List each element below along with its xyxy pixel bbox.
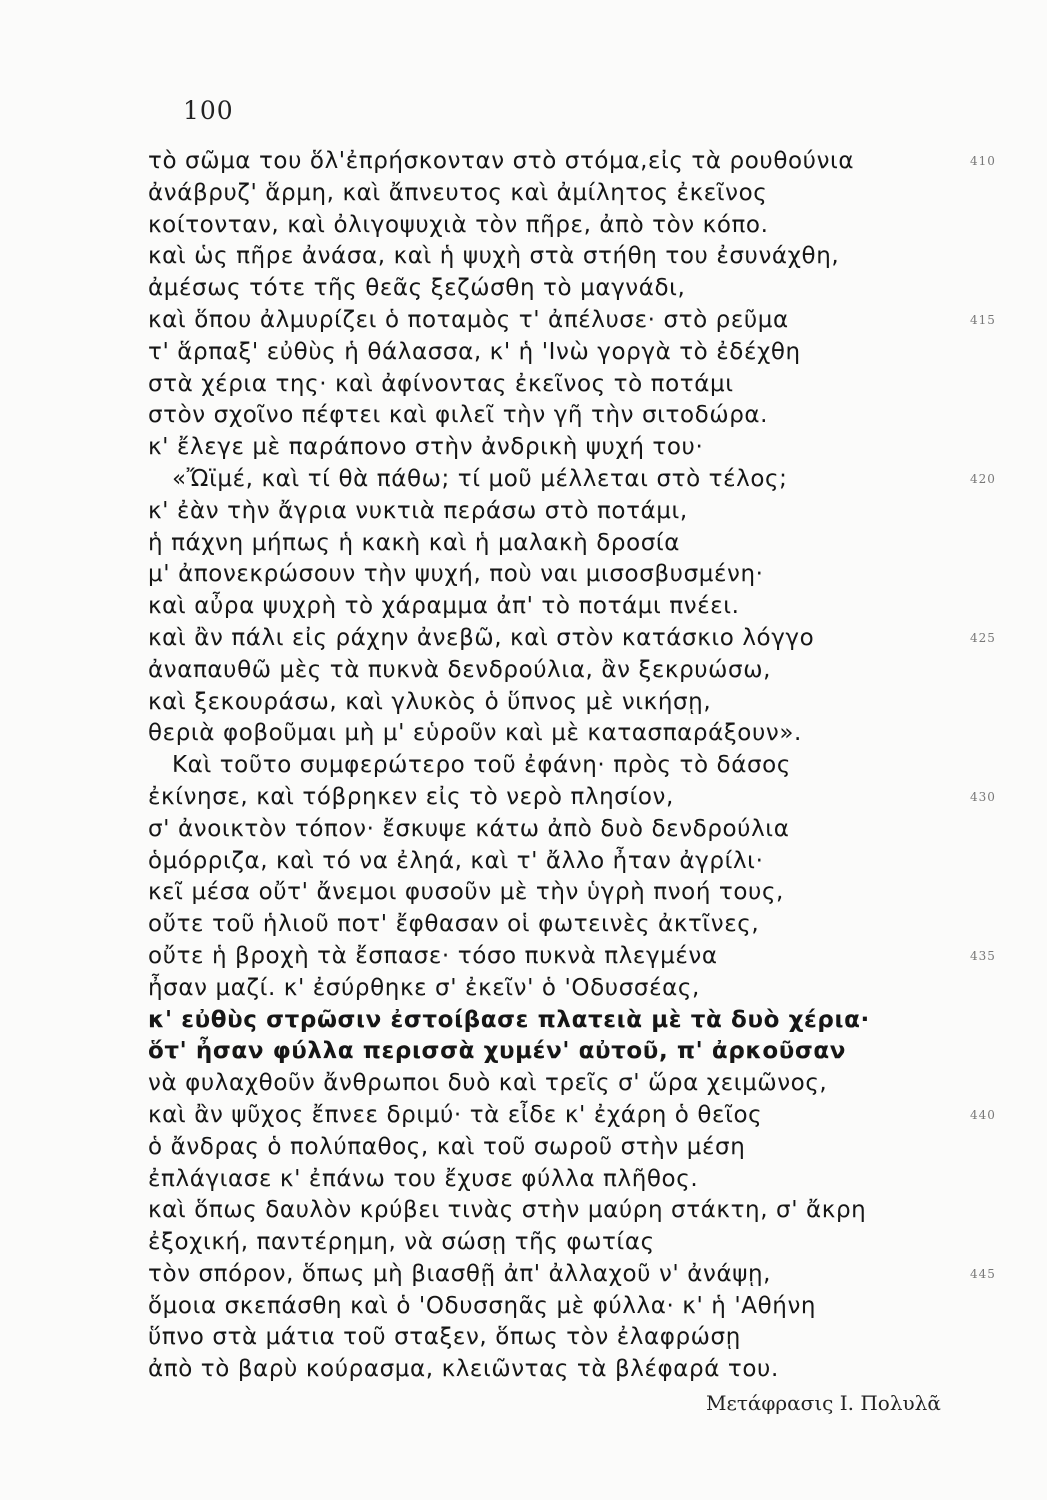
verse-text: ὅμοια σκεπάσθη καὶ ὁ 'Οδυσσηᾶς μὲ φύλλα· κ' ἡ 'Αθήνη [148, 1292, 817, 1319]
verse-text: σ' ἀνοικτὸν τόπον· ἔσκυψε κάτω ἀπὸ δυὸ δενδρούλια [148, 815, 790, 842]
verse-line [148, 305, 996, 337]
verse-text: ἀναπαυθῶ μὲς τὰ πυκνὰ δενδρούλια, ἂν ξεκρυώσω, [148, 656, 771, 683]
verse-text: θεριὰ φοβοῦμαι μὴ μ' εὑροῦν καὶ μὲ κατασπαράξουν». [148, 720, 802, 747]
verse-text: ἐξοχική, παντέρημη, νὰ σώσῃ τῆς φωτίας [148, 1229, 655, 1256]
verse-line [148, 591, 948, 623]
verse-text: ἀπὸ τὸ βαρὺ κούρασμα, κλειῶντας τὰ βλέφαρά του. [148, 1356, 779, 1383]
verse-text: οὔτε ἡ βροχὴ τὰ ἔσπασε· τόσο πυκνὰ πλεγμένα [148, 942, 718, 969]
line-number: 425 [970, 630, 996, 645]
verse-text: μ' ἀπονεκρώσουν τὴν ψυχή, ποὺ ναι μισοσβυσμένη· [148, 561, 764, 588]
verse-line [148, 814, 948, 846]
verse-text: ὁμόρριζα, καὶ τό να ἐληά, καὶ τ' ἄλλο ἦταν ἀγρίλι· [148, 847, 764, 874]
verse-text: τὸ σῶμα του ὅλ'ἐπρήσκονταν στὸ στόμα,εἰς τὰ ρουθούνια [148, 148, 855, 174]
verse-line [148, 559, 948, 591]
verse-text: καὶ ὅπου ἀλμυρίζει ὁ ποταμὸς τ' ἀπέλυσε· στὸ ρεῦμα [148, 306, 789, 333]
verse-line [148, 1227, 948, 1259]
verse-text: ἀμέσως τότε τῆς θεᾶς ξεζώσθη τὸ μαγνάδι, [148, 275, 686, 302]
verse-text: ὕπνο στὰ μάτια τοῦ σταξεν, ὅπως τὸν ἐλαφρώσῃ [148, 1324, 741, 1351]
poem-text [148, 146, 996, 1386]
verse-line [148, 750, 948, 782]
translator-credit: Μετάφρασις Ι. Πολυλᾶ [706, 1391, 941, 1415]
verse-line [148, 877, 948, 909]
verse-text: ἦσαν μαζί. κ' ἐσύρθηκε σ' ἐκεῖν' ὁ 'Οδυσσέας, [148, 974, 700, 1001]
verse-line [148, 655, 948, 687]
verse-line [148, 178, 948, 210]
verse-text: «Ὤϊμέ, καὶ τί θὰ πάθω; τί μοῦ μέλλεται στὸ τέλος; [172, 465, 788, 492]
verse-text: ὅτ' ἦσαν φύλλα περισσὰ χυμέν' αὐτοῦ, π' ἀρκοῦσαν [148, 1038, 847, 1065]
verse-line [148, 1005, 948, 1037]
verse-line [148, 337, 948, 369]
verse-line [148, 973, 948, 1005]
verse-text: καὶ ὅπως δαυλὸν κρύβει τινὰς στὴν μαύρη στάκτη, σ' ἄκρη [148, 1197, 867, 1224]
verse-line [148, 718, 948, 750]
verse-line [148, 1132, 948, 1164]
verse-text: νὰ φυλαχθοῦν ἄνθρωποι δυὸ καὶ τρεῖς σ' ὥρα χειμῶνος, [148, 1070, 828, 1097]
line-number: 415 [970, 312, 996, 327]
verse-line [148, 1322, 948, 1354]
verse-text: ἐκίνησε, καὶ τόβρηκεν εἰς τὸ νερὸ πλησίον, [148, 783, 674, 810]
verse-text: καὶ ἂν ψῦχος ἔπνεε δριμύ· τὰ εἶδε κ' ἐχάρη ὁ θεῖος [148, 1101, 763, 1128]
line-number: 435 [970, 948, 996, 963]
verse-text: οὔτε τοῦ ἡλιοῦ ποτ' ἔφθασαν οἱ φωτεινὲς ἀκτῖνες, [148, 911, 760, 938]
verse-text: ἡ πάχνη μήπως ἡ κακὴ καὶ ἡ μαλακὴ δροσία [148, 529, 681, 556]
verse-line [148, 400, 948, 432]
line-number: 430 [970, 789, 996, 804]
verse-text: κεῖ μέσα οὔτ' ἄνεμοι φυσοῦν μὲ τὴν ὑγρὴ πνοή τους, [148, 879, 784, 906]
verse-line [148, 623, 996, 655]
page-number: 100 [183, 96, 234, 125]
verse-line [148, 146, 996, 178]
verse-text: καὶ ὡς πῆρε ἀνάσα, καὶ ἡ ψυχὴ στὰ στήθη του ἐσυνάχθη, [148, 243, 840, 270]
verse-text: καὶ ξεκουράσω, καὶ γλυκὸς ὁ ὕπνος μὲ νικήσῃ, [148, 688, 712, 715]
verse-line [148, 846, 948, 878]
verse-text: Καὶ τοῦτο συμφερώτερο τοῦ ἐφάνη· πρὸς τὸ δάσος [172, 752, 791, 779]
verse-line [148, 1354, 948, 1386]
verse-line [148, 1068, 948, 1100]
verse-line [148, 369, 948, 401]
line-number: 445 [970, 1266, 996, 1281]
verse-line [148, 496, 948, 528]
verse-line [148, 782, 996, 814]
verse-text: κοίτονταν, καὶ ὀλιγοψυχιὰ τὸν πῆρε, ἀπὸ τὸν κόπο. [148, 211, 769, 238]
line-number: 440 [970, 1107, 996, 1122]
verse-text: καὶ αὖρα ψυχρὴ τὸ χάραμμα ἀπ' τὸ ποτάμι πνέει. [148, 593, 740, 620]
verse-line [148, 909, 948, 941]
verse-line [148, 1100, 996, 1132]
verse-line [148, 210, 948, 242]
verse-line [148, 432, 948, 464]
verse-text: ἀνάβρυζ' ἅρμη, καὶ ἄπνευτος καὶ ἀμίλητος ἐκεῖνος [148, 179, 768, 206]
verse-line [148, 1259, 996, 1291]
verse-text: στὰ χέρια της· καὶ ἀφίνοντας ἐκεῖνος τὸ ποτάμι [148, 370, 734, 397]
verse-line [148, 241, 948, 273]
verse-line [148, 528, 948, 560]
verse-text: ὁ ἄνδρας ὁ πολύπαθος, καὶ τοῦ σωροῦ στὴν μέση [148, 1133, 746, 1160]
verse-text: τὸν σπόρον, ὅπως μὴ βιασθῇ ἀπ' ἀλλαχοῦ ν' ἀνάψῃ, [148, 1260, 772, 1287]
verse-line [148, 941, 996, 973]
verse-line [148, 273, 948, 305]
verse-text: τ' ἅρπαξ' εὐθὺς ἡ θάλασσα, κ' ἡ 'Ινὼ γοργὰ τὸ ἐδέχθη [148, 338, 801, 365]
verse-line [148, 687, 948, 719]
verse-text: κ' εὐθὺς στρῶσιν ἐστοίβασε πλατειὰ μὲ τὰ δυὸ χέρια· [148, 1006, 870, 1033]
verse-text: κ' ἔλεγε μὲ παράπονο στὴν ἀνδρικὴ ψυχή του· [148, 434, 704, 461]
verse-text: κ' ἐὰν τὴν ἄγρια νυκτιὰ περάσω στὸ ποτάμι, [148, 497, 688, 524]
verse-line [148, 1036, 948, 1068]
verse-text: στὸν σχοῖνο πέφτει καὶ φιλεῖ τὴν γῆ τὴν σιτοδώρα. [148, 402, 769, 429]
line-number: 410 [970, 154, 996, 168]
line-number: 420 [970, 471, 996, 486]
verse-line [148, 1291, 948, 1323]
verse-line [148, 464, 996, 496]
verse-text: καὶ ἂν πάλι εἰς ράχην ἀνεβῶ, καὶ στὸν κατάσκιο λόγγο [148, 624, 815, 651]
verse-line [148, 1195, 948, 1227]
verse-line [148, 1164, 948, 1196]
verse-text: ἐπλάγιασε κ' ἐπάνω του ἔχυσε φύλλα πλῆθος. [148, 1165, 699, 1192]
